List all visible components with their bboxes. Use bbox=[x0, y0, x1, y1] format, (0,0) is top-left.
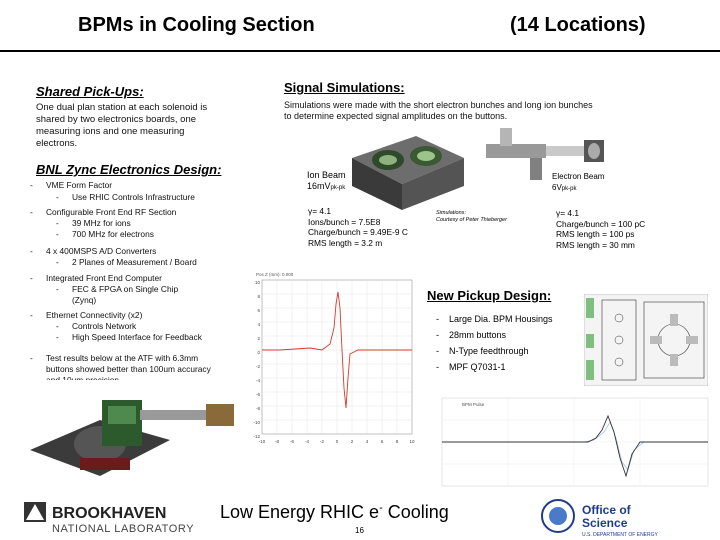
bnl-item: Ethernet Connectivity (x2) bbox=[46, 310, 143, 320]
atf-x-tick: 0 bbox=[335, 439, 339, 444]
bnl-subitem: FEC & FPGA on Single Chip bbox=[72, 284, 179, 294]
new-pickup-item: - 28mm buttons bbox=[436, 330, 507, 340]
bnl-logo-top: BROOKHAVEN bbox=[52, 505, 167, 522]
shared-line: electrons. bbox=[36, 138, 78, 149]
bnl-subitem: Use RHIC Controls Infrastructure bbox=[72, 192, 195, 202]
atf-y-tick: 0 bbox=[257, 350, 260, 355]
doe-logo bbox=[538, 498, 718, 538]
atf-y-tick: 4 bbox=[257, 322, 260, 327]
ion-beam-label: Ion Beam bbox=[307, 170, 346, 180]
bnl-subitem: Controls Network bbox=[72, 321, 137, 331]
bnl-subitem: 700 MHz for electrons bbox=[72, 229, 154, 239]
header-rule bbox=[0, 50, 720, 52]
new-pickup-item: - Large Dia. BPM Housings bbox=[436, 314, 553, 324]
credit-line: Courtesy of Peter Thieberger bbox=[436, 217, 507, 223]
electron-beam-callout bbox=[552, 172, 604, 194]
ion-param: RMS length = 3.2 m bbox=[308, 237, 383, 248]
electron-param: Charge/bunch = 100 pC bbox=[556, 218, 646, 229]
shared-line: shared by two electronics boards, one bbox=[36, 114, 197, 125]
atf-y-tick: 10 bbox=[254, 280, 260, 285]
doe-logo-top: Office of bbox=[582, 503, 631, 517]
doe-logo-bottom: U.S. DEPARTMENT OF ENERGY bbox=[582, 532, 658, 538]
ion-param: γ= 4.1 bbox=[308, 206, 332, 216]
electron-param: RMS length = 100 ps bbox=[556, 229, 635, 239]
bpm-pulse-plot bbox=[434, 392, 712, 490]
electron-beam-value: 6V bbox=[552, 182, 562, 192]
bpm-render-image bbox=[346, 128, 468, 212]
atf-y-tick: -2 bbox=[255, 364, 260, 369]
atf-x-tick: -8 bbox=[274, 439, 280, 444]
bnl-list: - VME Form Factor - Use RHIC Controls Infrastructure - Configurable Front End RF Section - 39 MHz for ions - 700 MHz for electrons - 4 x 400MSPS A/D Converters - 2 Planes of Measurement / Board - Integrated Front End Computer - FEC & FPGA on Single Chip (Zynq) - Ethernet Connectivity (x2) - Controls Network - High Speed Interface for Feedback - Test results below at the ATF with 6.3mm buttons showed better than 100um accuracy bbox=[30, 180, 250, 390]
locations-label: (14 Locations) bbox=[510, 14, 646, 36]
pickup-drawing-image bbox=[584, 294, 708, 386]
bnl-item: Configurable Front End RF Section bbox=[46, 207, 177, 217]
signal-sim-text bbox=[284, 100, 593, 122]
bnl-item: Integrated Front End Computer bbox=[46, 273, 162, 283]
atf-y-tick: 8 bbox=[257, 294, 260, 299]
atf-x-tick: 10 bbox=[409, 439, 415, 444]
ion-beam-value: 16mV bbox=[307, 180, 331, 191]
shared-line: measuring ions and one measuring bbox=[36, 126, 185, 137]
ion-beam-callout bbox=[307, 170, 346, 193]
bnl-item: buttons showed better than 100um accuracy bbox=[46, 364, 211, 374]
atf-x-tick: 2 bbox=[350, 439, 354, 444]
new-pickup-item: - MPF Q7031-1 bbox=[436, 362, 506, 372]
atf-apparatus-image bbox=[20, 380, 250, 492]
atf-x-tick: -4 bbox=[304, 439, 310, 444]
atf-test-plot bbox=[250, 268, 418, 446]
bnl-subitem: 2 Planes of Measurement / Board bbox=[72, 257, 197, 267]
atf-y-tick: -10 bbox=[253, 420, 260, 425]
bnl-subitem: 39 MHz for ions bbox=[72, 218, 131, 228]
simulation-credit bbox=[436, 210, 507, 224]
electron-params bbox=[556, 208, 645, 250]
signal-sim-line: Simulations were made with the short electron bunches and long ion bunches bbox=[284, 100, 593, 110]
atf-y-tick: -6 bbox=[255, 392, 260, 397]
bnl-item: Test results below at the ATF with 6.3mm bbox=[46, 353, 199, 363]
ion-beam-unit: pk-pk bbox=[330, 184, 346, 191]
atf-y-tick: -4 bbox=[255, 378, 260, 383]
shared-pickups-text bbox=[36, 102, 207, 150]
ion-param: Ions/bunch = 7.5E8 bbox=[308, 216, 381, 227]
atf-y-tick: -8 bbox=[255, 406, 260, 411]
page-number: 16 bbox=[355, 526, 364, 535]
credit-line: Simulations: bbox=[436, 210, 466, 216]
new-pickup-heading: New Pickup Design: bbox=[427, 288, 552, 303]
bnl-logo bbox=[22, 498, 202, 538]
atf-plot-title: Pos Z (mm): 0.000 bbox=[256, 272, 294, 277]
atf-y-tick: -12 bbox=[253, 434, 260, 439]
ion-params bbox=[308, 206, 408, 248]
pulse-plot-title: BPM Pulse bbox=[462, 402, 485, 407]
atf-x-tick: -10 bbox=[258, 439, 266, 444]
ion-param: Charge/bunch = 9.49E-9 C bbox=[308, 227, 408, 237]
atf-y-tick: 2 bbox=[257, 336, 260, 341]
bnl-subitem: (Zynq) bbox=[72, 295, 97, 305]
footer-title: Low Energy RHIC e- Cooling bbox=[220, 502, 449, 522]
atf-x-tick: -6 bbox=[289, 439, 295, 444]
bnl-heading: BNL Zync Electronics Design: bbox=[36, 162, 222, 177]
atf-x-tick: 8 bbox=[395, 439, 399, 444]
bnl-item: 4 x 400MSPS A/D Converters bbox=[46, 246, 157, 256]
electron-param: γ= 4.1 bbox=[556, 208, 580, 218]
electron-param: RMS length = 30 mm bbox=[556, 239, 635, 250]
atf-x-tick: -2 bbox=[319, 439, 325, 444]
signal-sim-heading: Signal Simulations: bbox=[284, 80, 405, 95]
atf-y-tick: 6 bbox=[257, 308, 260, 313]
shared-line: One dual plan station at each solenoid is bbox=[36, 102, 208, 113]
shared-pickups-heading: Shared Pick-Ups: bbox=[36, 84, 144, 99]
bnl-item: VME Form Factor bbox=[46, 180, 113, 190]
bnl-subitem: High Speed Interface for Feedback bbox=[72, 332, 202, 342]
bnl-logo-bottom: NATIONAL LABORATORY bbox=[52, 523, 195, 535]
atf-x-tick: 6 bbox=[380, 439, 384, 444]
new-pickup-item: - N-Type feedthrough bbox=[436, 346, 529, 356]
signal-sim-line: to determine expected signal amplitudes on the buttons. bbox=[284, 111, 508, 121]
electron-beam-unit: pk-pk bbox=[561, 185, 577, 192]
doe-logo-mid: Science bbox=[582, 516, 628, 530]
electron-beam-label: Electron Beam bbox=[552, 172, 605, 181]
atf-x-tick: 4 bbox=[365, 439, 369, 444]
slide-title: BPMs in Cooling Section bbox=[78, 14, 315, 36]
